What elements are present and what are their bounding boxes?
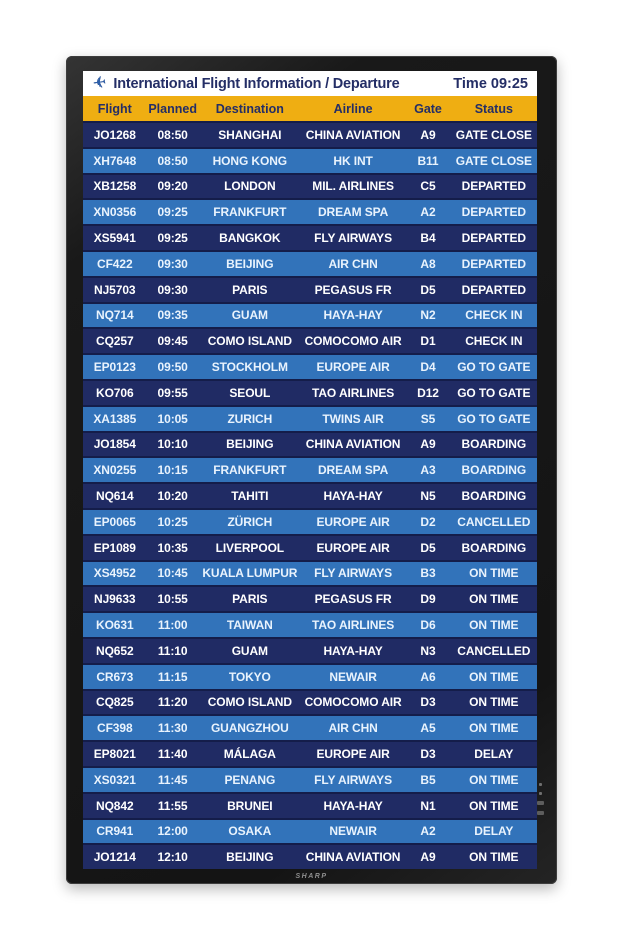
column-header-planned: Planned: [148, 101, 197, 116]
table-row: [83, 327, 537, 353]
cell-status: GO TO GATE: [457, 360, 531, 375]
cell-planned: 11:00: [157, 618, 188, 633]
cell-planned: 10:20: [157, 489, 188, 504]
cell-planned: 11:10: [157, 643, 188, 658]
cell-airline: CHINA AVIATION: [305, 127, 401, 142]
cell-status: ON TIME: [469, 695, 519, 710]
cell-flight: KO631: [96, 618, 134, 633]
cell-status: ON TIME: [469, 566, 519, 581]
page-title: International Flight Information / Departure: [113, 75, 400, 92]
cell-gate: A3: [420, 463, 436, 478]
table-row: [83, 121, 537, 147]
table-row: [83, 740, 537, 766]
cell-planned: 10:15: [157, 463, 188, 478]
table-row: [83, 431, 537, 457]
cell-status: DEPARTED: [461, 179, 526, 194]
cell-planned: 10:45: [157, 566, 188, 581]
table-row: [83, 405, 537, 431]
cell-status: BOARDING: [461, 463, 527, 478]
cell-flight: CQ257: [96, 334, 134, 349]
cell-destination: TOKYO: [228, 669, 271, 684]
cell-airline: CHINA AVIATION: [305, 850, 401, 865]
cell-gate: A5: [420, 721, 436, 736]
table-row: [83, 198, 537, 224]
column-header-flight: Flight: [97, 101, 132, 116]
cell-gate: B5: [420, 772, 436, 787]
monitor-brand-logo: SHARP: [295, 873, 328, 880]
table-row: [83, 689, 537, 715]
cell-status: ON TIME: [469, 850, 519, 865]
cell-gate: N2: [420, 308, 436, 323]
menu-button-icon: [539, 792, 542, 795]
table-row: [83, 766, 537, 792]
cell-status: DELAY: [474, 824, 514, 839]
cell-status: DEPARTED: [461, 231, 526, 246]
cell-gate: C5: [420, 179, 436, 194]
cell-status: ON TIME: [469, 618, 519, 633]
cell-gate: D9: [420, 592, 436, 607]
cell-destination: GUAM: [231, 308, 268, 323]
cell-airline: TWINS AIR: [322, 411, 384, 426]
cell-airline: DREAM SPA: [317, 463, 389, 478]
cell-planned: 11:30: [157, 721, 188, 736]
cell-planned: 09:20: [157, 179, 188, 194]
table-row: [83, 276, 537, 302]
cell-flight: XN0356: [93, 205, 137, 220]
cell-airline: PEGASUS FR: [314, 282, 392, 297]
cell-flight: NQ614: [96, 489, 134, 504]
cell-planned: 11:40: [157, 747, 188, 762]
cell-airline: EUROPE AIR: [316, 747, 390, 762]
cell-planned: 11:15: [157, 669, 188, 684]
flight-table-body: [83, 121, 537, 869]
table-row: [83, 482, 537, 508]
cell-planned: 09:25: [157, 205, 188, 220]
cell-gate: B11: [417, 153, 439, 168]
cell-flight: JO1268: [93, 127, 136, 142]
cell-destination: SEOUL: [229, 385, 271, 400]
departure-board-screen: [83, 71, 537, 869]
cell-planned: 09:45: [157, 334, 188, 349]
table-row: [83, 792, 537, 818]
cell-flight: KO706: [96, 385, 134, 400]
column-header-destination: Destination: [215, 101, 284, 116]
cell-planned: 11:55: [157, 798, 188, 813]
cell-flight: NQ652: [96, 643, 134, 658]
cell-status: DELAY: [474, 747, 514, 762]
cell-flight: NJ5703: [94, 282, 136, 297]
cell-destination: PARIS: [232, 282, 268, 297]
cell-planned: 09:30: [157, 282, 188, 297]
cell-destination: FRANKFURT: [213, 205, 287, 220]
cell-planned: 10:55: [157, 592, 188, 607]
cell-gate: N1: [420, 798, 436, 813]
cell-gate: D5: [420, 540, 436, 555]
table-row: [83, 379, 537, 405]
cell-destination: FRANKFURT: [213, 463, 287, 478]
cell-planned: 09:55: [157, 385, 188, 400]
cell-status: BOARDING: [461, 489, 527, 504]
cell-status: GATE CLOSE: [455, 127, 532, 142]
cell-gate: S5: [420, 411, 436, 426]
cell-gate: N3: [420, 643, 436, 658]
cell-status: BOARDING: [461, 437, 527, 452]
cell-status: CHECK IN: [465, 334, 523, 349]
cell-flight: NQ842: [96, 798, 134, 813]
cell-airline: MIL. AIRLINES: [312, 179, 394, 194]
column-header-status: Status: [474, 101, 513, 116]
cell-planned: 11:45: [157, 772, 188, 787]
cell-flight: CF422: [97, 256, 133, 271]
cell-flight: EP0123: [93, 360, 136, 375]
cell-status: ON TIME: [469, 772, 519, 787]
cell-destination: BEIJING: [226, 256, 274, 271]
cell-status: ON TIME: [469, 798, 519, 813]
cell-gate: A9: [420, 850, 436, 865]
cell-flight: CF398: [97, 721, 133, 736]
cell-flight: XH7648: [93, 153, 137, 168]
monitor-control-buttons: [536, 783, 544, 815]
table-row: [83, 173, 537, 199]
cell-flight: XN0255: [93, 463, 137, 478]
cell-gate: A9: [420, 437, 436, 452]
cell-destination: MÁLAGA: [223, 747, 276, 762]
cell-gate: A2: [420, 824, 436, 839]
cell-status: DEPARTED: [461, 282, 526, 297]
cell-airline: DREAM SPA: [317, 205, 389, 220]
cell-gate: D1: [420, 334, 436, 349]
cell-planned: 09:50: [157, 360, 188, 375]
cell-airline: EUROPE AIR: [316, 514, 390, 529]
cell-planned: 10:05: [157, 411, 188, 426]
cell-flight: XS0321: [93, 772, 136, 787]
column-header-gate: Gate: [414, 101, 442, 116]
table-row: [83, 818, 537, 844]
cell-airline: HAYA-HAY: [323, 643, 383, 658]
cell-gate: N5: [420, 489, 436, 504]
column-header-row: [83, 96, 537, 121]
cell-destination: COMO ISLAND: [207, 695, 292, 710]
cell-destination: LIVERPOOL: [215, 540, 285, 555]
cell-flight: JO1854: [93, 437, 136, 452]
cell-airline: HAYA-HAY: [323, 798, 383, 813]
cell-status: DEPARTED: [461, 256, 526, 271]
cell-airline: AIR CHN: [328, 721, 378, 736]
cell-flight: EP1089: [93, 540, 136, 555]
cell-gate: A8: [420, 256, 436, 271]
cell-destination: TAIWAN: [226, 618, 273, 633]
table-row: [83, 663, 537, 689]
current-time: Time 09:25: [453, 75, 528, 92]
cell-destination: SHANGHAI: [218, 127, 282, 142]
cell-flight: EP8021: [93, 747, 136, 762]
cell-airline: EUROPE AIR: [316, 360, 390, 375]
cell-destination: LONDON: [224, 179, 276, 194]
cell-status: ON TIME: [469, 592, 519, 607]
cell-airline: NEWAIR: [329, 824, 377, 839]
monitor-bezel: [66, 56, 557, 884]
table-row: [83, 353, 537, 379]
cell-planned: 10:35: [157, 540, 188, 555]
cell-airline: HAYA-HAY: [323, 489, 383, 504]
cell-flight: CR673: [96, 669, 134, 684]
cell-destination: BRUNEI: [227, 798, 273, 813]
cell-gate: B4: [420, 231, 436, 246]
cell-airline: FLY AIRWAYS: [314, 772, 392, 787]
board-title-bar: [83, 71, 537, 96]
cell-destination: BEIJING: [226, 437, 274, 452]
cell-destination: PARIS: [232, 592, 268, 607]
cell-gate: D5: [420, 282, 436, 297]
cell-airline: PEGASUS FR: [314, 592, 392, 607]
cell-status: CANCELLED: [457, 514, 531, 529]
cell-status: CANCELLED: [457, 643, 531, 658]
cell-status: ON TIME: [469, 721, 519, 736]
cell-gate: B3: [420, 566, 436, 581]
cell-destination: COMO ISLAND: [207, 334, 292, 349]
table-row: [83, 585, 537, 611]
cell-flight: NJ9633: [94, 592, 136, 607]
cell-status: BOARDING: [461, 540, 527, 555]
table-row: [83, 637, 537, 663]
volume-button-icon: [537, 811, 544, 815]
table-row: [83, 508, 537, 534]
cell-airline: TAO AIRLINES: [312, 618, 395, 633]
cell-flight: XS4952: [93, 566, 136, 581]
cell-airline: CHINA AVIATION: [305, 437, 401, 452]
cell-gate: A2: [420, 205, 436, 220]
cell-gate: A9: [420, 127, 436, 142]
column-header-airline: Airline: [333, 101, 373, 116]
table-row: [83, 843, 537, 869]
cell-gate: D3: [420, 747, 436, 762]
cell-destination: PENANG: [224, 772, 276, 787]
cell-flight: NQ714: [96, 308, 134, 323]
cell-airline: NEWAIR: [329, 669, 377, 684]
cell-status: CHECK IN: [465, 308, 523, 323]
cell-destination: BEIJING: [226, 850, 274, 865]
cell-flight: CQ825: [96, 695, 134, 710]
cell-destination: OSAKA: [228, 824, 272, 839]
cell-planned: 10:25: [157, 514, 188, 529]
cell-destination: HONG KONG: [212, 153, 288, 168]
cell-airline: EUROPE AIR: [316, 540, 390, 555]
cell-destination: GUANGZHOU: [210, 721, 289, 736]
cell-planned: 09:35: [157, 308, 188, 323]
cell-planned: 09:25: [157, 231, 188, 246]
cell-airline: COMOCOMO AIR: [304, 334, 402, 349]
cell-airline: HK INT: [333, 153, 373, 168]
cell-planned: 08:50: [157, 153, 188, 168]
cell-destination: ZURICH: [227, 411, 273, 426]
cell-gate: A6: [420, 669, 436, 684]
cell-planned: 09:30: [157, 256, 188, 271]
cell-planned: 12:00: [157, 824, 188, 839]
cell-planned: 11:20: [157, 695, 188, 710]
table-row: [83, 534, 537, 560]
input-button-icon: [537, 801, 544, 805]
cell-status: DEPARTED: [461, 205, 526, 220]
cell-gate: D3: [420, 695, 436, 710]
cell-gate: D6: [420, 618, 436, 633]
cell-airline: FLY AIRWAYS: [314, 231, 392, 246]
cell-planned: 10:10: [157, 437, 188, 452]
cell-planned: 08:50: [157, 127, 188, 142]
cell-gate: D4: [420, 360, 436, 375]
cell-gate: D12: [417, 385, 439, 400]
cell-destination: TAHITI: [231, 489, 269, 504]
power-led-icon: [539, 783, 542, 786]
cell-airline: FLY AIRWAYS: [314, 566, 392, 581]
cell-flight: XB1258: [93, 179, 137, 194]
table-row: [83, 456, 537, 482]
cell-flight: EP0065: [93, 514, 136, 529]
table-row: [83, 147, 537, 173]
table-row: [83, 611, 537, 637]
cell-destination: BANGKOK: [219, 231, 281, 246]
cell-status: GO TO GATE: [457, 385, 531, 400]
cell-destination: STOCKHOLM: [211, 360, 288, 375]
cell-gate: D2: [420, 514, 436, 529]
cell-status: GATE CLOSE: [455, 153, 532, 168]
cell-destination: KUALA LUMPUR: [202, 566, 298, 581]
cell-status: ON TIME: [469, 669, 519, 684]
cell-airline: TAO AIRLINES: [312, 385, 395, 400]
cell-destination: ZÜRICH: [227, 514, 273, 529]
table-row: [83, 302, 537, 328]
cell-flight: CR941: [96, 824, 134, 839]
airplane-icon: ✈: [91, 73, 108, 93]
cell-airline: AIR CHN: [328, 256, 378, 271]
table-row: [83, 560, 537, 586]
table-row: [83, 714, 537, 740]
cell-destination: GUAM: [231, 643, 268, 658]
cell-flight: XA1385: [93, 411, 137, 426]
table-row: [83, 250, 537, 276]
cell-flight: XS5941: [93, 231, 136, 246]
table-row: [83, 224, 537, 250]
cell-airline: COMOCOMO AIR: [304, 695, 402, 710]
cell-planned: 12:10: [157, 850, 188, 865]
cell-airline: HAYA-HAY: [323, 308, 383, 323]
cell-flight: JO1214: [93, 850, 136, 865]
cell-status: GO TO GATE: [457, 411, 531, 426]
